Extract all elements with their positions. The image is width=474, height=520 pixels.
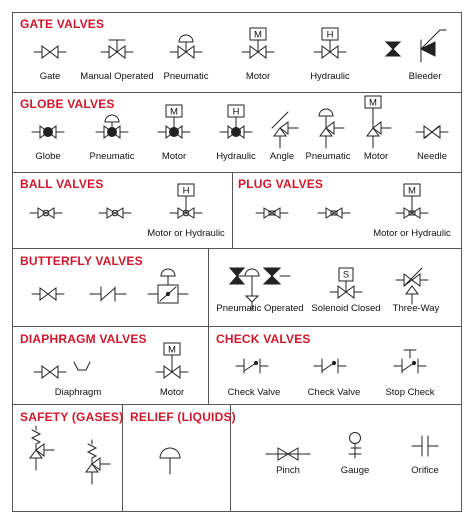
gate-valves-title: GATE VALVES <box>20 17 105 31</box>
pneumatic-globe-valve-symbol <box>96 115 128 138</box>
manual-operated-label: Manual Operated <box>80 71 154 82</box>
check-valves-title: CHECK VALVES <box>216 332 311 346</box>
three-way-label: Three-Way <box>392 303 440 314</box>
butterfly-valves-title: BUTTERFLY VALVES <box>20 254 143 268</box>
motor-actuator-letter: M <box>254 29 262 41</box>
pneumatic-angle-valve-symbol <box>319 109 344 148</box>
angle-motor-actuator-letter: M <box>369 97 377 109</box>
check-valve-alt-label: Check Valve <box>307 387 361 398</box>
gate-valve-symbol <box>34 46 66 58</box>
plug-valves-title: PLUG VALVES <box>238 177 324 191</box>
ball-valves-title: BALL VALVES <box>20 177 104 191</box>
safety-valve-gas-symbol <box>30 426 54 470</box>
diaphragm-valve-symbol <box>34 362 90 378</box>
globe-valves-title: GLOBE VALVES <box>20 97 115 111</box>
hydraulic-actuator-letter: H <box>326 29 334 41</box>
butterfly-valve-symbol <box>32 288 64 300</box>
plug-valve-alt-symbol <box>318 208 350 218</box>
stop-check-valve-symbol <box>394 350 426 373</box>
stop-check-label: Stop Check <box>385 387 435 398</box>
gate-pneumatic-label: Pneumatic <box>163 71 209 82</box>
bleeder-label: Bleeder <box>408 71 442 82</box>
plug-motor-actuator-letter: M <box>408 185 416 197</box>
safety-gases-title: SAFETY (GASES) <box>20 410 124 424</box>
pneumatic-operated-label: Pneumatic Operated <box>216 303 304 314</box>
manual-gate-valve-symbol <box>101 40 133 58</box>
check-valve-alt-symbol <box>314 359 346 373</box>
pinch-label: Pinch <box>276 465 300 476</box>
angle-valve-symbol <box>272 112 298 148</box>
relief-liquids-title: RELIEF (LIQUIDS) <box>130 410 236 424</box>
solenoid-actuator-letter: S <box>342 269 350 281</box>
orifice-label: Orifice <box>411 465 439 476</box>
pneumatic-gate-valve-symbol <box>170 35 202 58</box>
gate-hydraulic-label: Hydraulic <box>310 71 350 82</box>
plug-valve-symbol <box>256 208 288 218</box>
ball-hydraulic-actuator-letter: H <box>182 185 190 197</box>
gate-label: Gate <box>39 71 61 82</box>
pneumatic-butterfly-valve-symbol <box>148 269 188 303</box>
check-valve-symbol <box>236 359 268 373</box>
bleeder-valve-symbol <box>386 30 446 62</box>
orifice-symbol <box>412 436 438 456</box>
globe-hydraulic-actuator-letter: H <box>232 106 240 118</box>
pinch-valve-symbol <box>266 448 310 460</box>
globe-hydraulic-label: Hydraulic <box>216 151 256 162</box>
globe-valve-symbol <box>32 126 64 138</box>
angle-motor-label: Motor <box>363 151 389 162</box>
globe-motor-label: Motor <box>161 151 187 162</box>
diaphragm-motor-label: Motor <box>159 387 185 398</box>
ball-valve-alt-symbol <box>99 208 131 218</box>
angle-label: Angle <box>269 151 295 162</box>
relief-valve-liquid-symbol <box>160 448 180 474</box>
gauge-label: Gauge <box>340 465 370 476</box>
globe-motor-actuator-letter: M <box>170 106 178 118</box>
angle-pneumatic-label: Pneumatic <box>305 151 351 162</box>
needle-valve-symbol <box>416 126 448 138</box>
gate-motor-label: Motor <box>245 71 271 82</box>
three-way-valve-symbol <box>396 268 428 304</box>
diaphragm-label: Diaphragm <box>54 387 102 398</box>
ball-motor-hydraulic-label: Motor or Hydraulic <box>147 228 225 239</box>
butterfly-valve-wafer-symbol <box>90 287 126 301</box>
diaphragm-valves-title: DIAPHRAGM VALVES <box>20 332 147 346</box>
plug-motor-hydraulic-label: Motor or Hydraulic <box>373 228 451 239</box>
ball-valve-symbol <box>30 208 62 218</box>
globe-pneumatic-label: Pneumatic <box>89 151 135 162</box>
solenoid-closed-label: Solenoid Closed <box>311 303 381 314</box>
diaphragm-motor-actuator-letter: M <box>168 344 176 356</box>
check-valve-label: Check Valve <box>227 387 281 398</box>
pressure-gauge-symbol <box>349 433 361 459</box>
safety-valve-gas-alt-symbol <box>86 440 110 484</box>
needle-label: Needle <box>416 151 448 162</box>
globe-label: Globe <box>35 151 61 162</box>
